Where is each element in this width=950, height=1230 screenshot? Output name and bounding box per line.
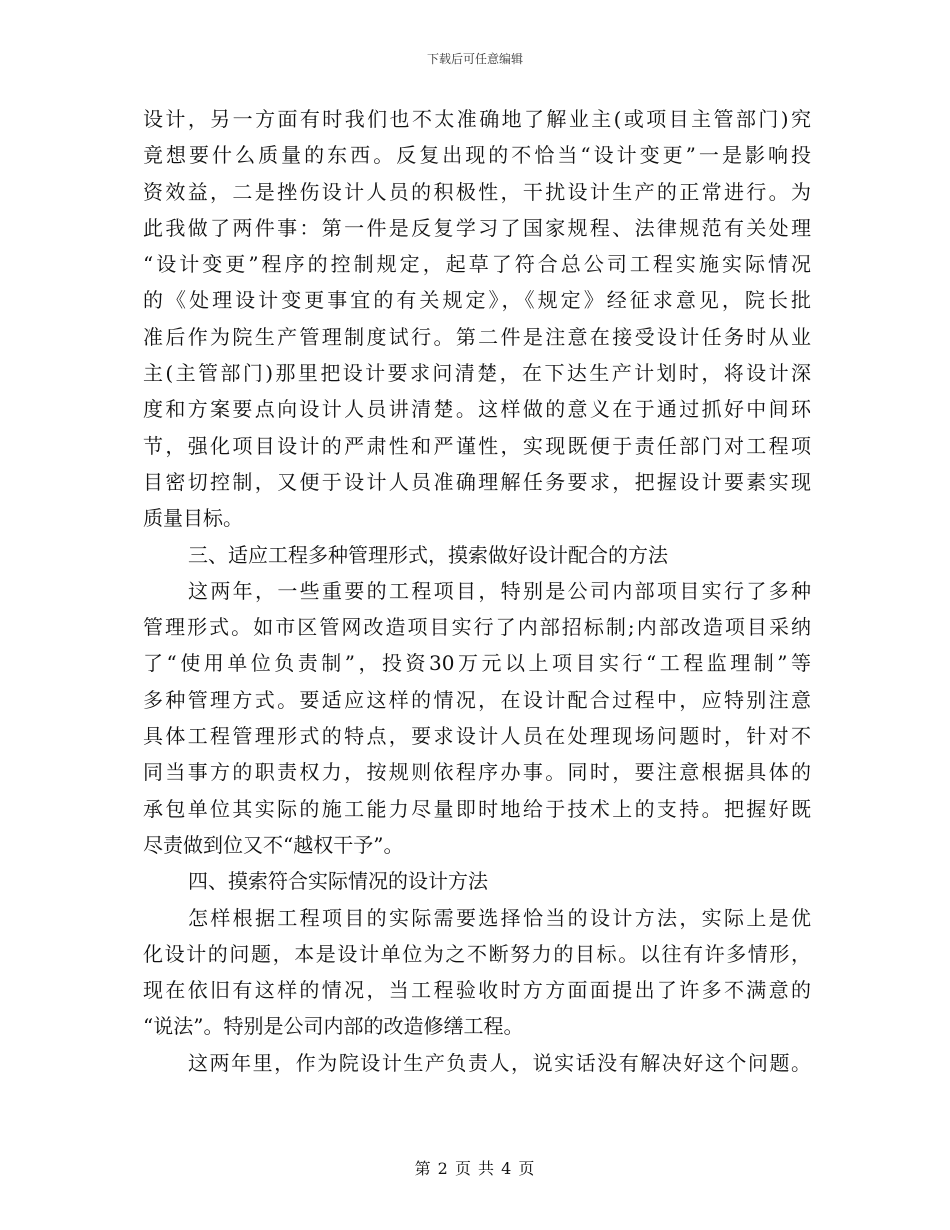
text-line: 化设计的问题，本是设计单位为之不断努力的目标。以往有许多情形，	[143, 941, 811, 966]
text-line: “说法”。特别是公司内部的改造修缮工程。	[143, 1014, 524, 1039]
text-line: 质量目标。	[143, 506, 243, 531]
text-line: 尽责做到位又不“越权干予”。	[143, 832, 404, 857]
section-heading: 四、摸索符合实际情况的设计方法	[188, 869, 488, 894]
paragraph	[143, 900, 811, 1045]
text-line: 怎样根据工程项目的实际需要选择恰当的设计方法，实际上是优	[188, 905, 811, 930]
page-number-footer: 第 2 页 共 4 页	[414, 1159, 536, 1178]
text-line: 设计，另一方面有时我们也不太准确地了解业主(或项目主管部门)究	[143, 107, 811, 131]
text-line: 此我做了两件事：第一件是反复学习了国家规程、法律规范有关处理	[143, 215, 811, 240]
paragraph	[143, 101, 811, 537]
page-header: 下载后可任意编辑	[426, 52, 523, 66]
document-body	[143, 101, 811, 1081]
text-line: 节，强化项目设计的严肃性和严谨性，实现既便于责任部门对工程项	[143, 433, 811, 458]
text-line: 这两年里，作为院设计生产负责人，说实话没有解决好这个问题。	[188, 1050, 811, 1075]
text-line: 现在依旧有这样的情况，当工程验收时方方面面提出了许多不满意的	[143, 978, 811, 1003]
text-line: 主(主管部门)那里把设计要求问清楚，在下达生产计划时，将设计深	[143, 361, 811, 386]
text-line: 这两年，一些重要的工程项目，特别是公司内部项目实行了多种	[188, 578, 811, 603]
text-line: 管理形式。如市区管网改造项目实行了内部招标制;内部改造项目采纳	[143, 615, 811, 640]
text-line: 承包单位其实际的施工能力尽量即时地给于技术上的支持。把握好既	[143, 796, 811, 821]
text-line: 竟想要什么质量的东西。反复出现的不恰当“设计变更”一是影响投	[143, 143, 811, 168]
text-line: 多种管理方式。要适应这样的情况，在设计配合过程中，应特别注意	[143, 687, 811, 712]
text-line: “设计变更”程序的控制规定，起草了符合总公司工程实施实际情况	[143, 252, 811, 277]
text-line: 资效益，二是挫伤设计人员的积极性，干扰设计生产的正常进行。为	[143, 179, 811, 204]
text-line: 具体工程管理形式的特点，要求设计人员在处理现场问题时，针对不	[143, 724, 811, 749]
paragraph	[143, 573, 811, 863]
paragraph	[143, 1045, 811, 1081]
text-line: 目密切控制，又便于设计人员准确理解任务要求，把握设计要素实现	[143, 469, 811, 494]
text-line: 准后作为院生产管理制度试行。第二件是注意在接受设计任务时从业	[143, 324, 811, 349]
text-line: 的《处理设计变更事宜的有关规定》，《规定》经征求意见，院长批	[143, 288, 811, 313]
text-line: 度和方案要点向设计人员讲清楚。这样做的意义在于通过抓好中间环	[143, 397, 811, 422]
section-heading: 三、适应工程多种管理形式，摸索做好设计配合的方法	[188, 542, 668, 567]
text-line: 同当事方的职责权力，按规则依程序办事。同时，要注意根据具体的	[143, 760, 811, 785]
text-line: 了“使用单位负责制”，投资30万元以上项目实行“工程监理制”等	[143, 651, 811, 676]
